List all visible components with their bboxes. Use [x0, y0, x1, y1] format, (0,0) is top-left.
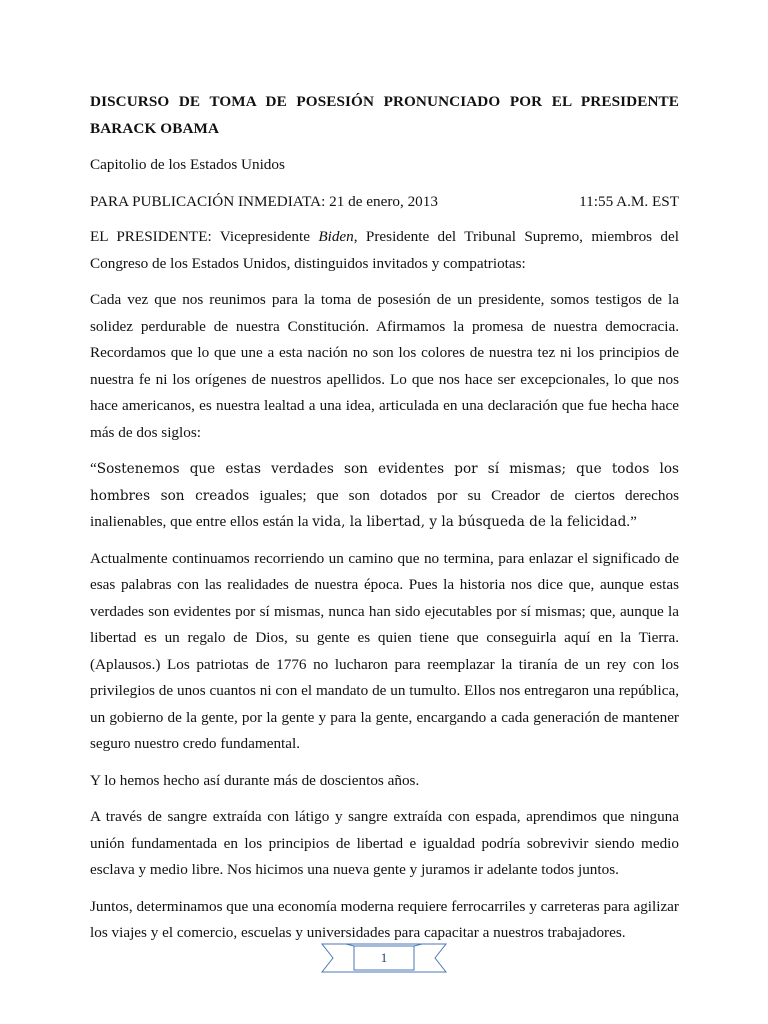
page-number: 1: [380, 950, 388, 965]
salutation-paragraph: [90, 224, 679, 277]
quote-close-mark: .”: [626, 513, 637, 530]
document-body: [90, 88, 679, 957]
publication-date: PARA PUBLICACIÓN INMEDIATA: 21 de enero, 2013: [90, 192, 438, 210]
body-paragraph-1: Cada vez que nos reunimos para la toma de posesión de un presidente, somos testigos de la solidez perdurable de nuestra Constitución. Afirmamos la promesa de nuestra democracia. Recordamos que lo que une a esta nación no son los colores de nuestra tez ni los principios de nuestra fe ni los orígenes de nuestros apellidos. Lo que nos hace ser excepcionales, lo que nos hace americanos, es nuestra lealtad a una idea, articulada en una declaración que fue hecha hace más de dos siglos:: [90, 291, 679, 441]
quote-segment-2: iguales; que son dotados por su Creador de ciertos derechos inalienables, que entre ellos están la: [90, 486, 680, 530]
publication-time: 11:55 A.M. EST: [579, 192, 679, 210]
declaration-quote: [90, 456, 679, 536]
salutation-emphasis: Biden: [318, 228, 354, 245]
body-paragraph-4: A través de sangre extraída con látigo y sangre extraída con espada, aprendimos que ninguna unión fundamentada en los principios de libertad e igualdad podría sobrevivir siendo medio esclava y medio libre. Nos hicimos una nueva gente y juramos ir adelante todos juntos.: [90, 808, 679, 878]
salutation-continuation: , Presidente del Tribunal Supremo, miembros del Congreso de los Estados Unidos, distinguidos invitados y compatriotas:: [90, 228, 679, 272]
document-title: DISCURSO DE TOMA DE POSESIÓN PRONUNCIADO POR EL PRESIDENTE BARACK OBAMA: [90, 93, 679, 137]
body-paragraph-3: Y lo hemos hecho así durante más de doscientos años.: [90, 771, 420, 789]
page-number-ribbon: [320, 940, 448, 976]
document-subtitle: Capitolio de los Estados Unidos: [90, 156, 285, 173]
body-paragraph-2: Actualmente continuamos recorriendo un camino que no termina, para enlazar el significado de esas palabras con las realidades de nuestra época. Pues la historia nos dice que, aunque estas verdades son evidentes por sí mismas, nunca han sido ejecutables por sí mismas; que, aunque la libertad es un regalo de Dios, su gente es quien tiene que conseguirla aquí en la Tierra. (Aplausos.) Los patriotas de 1776 no lucharon para reemplazar la tiranía de un rey con los privilegios de unos cuantos ni con el mandato de un tumulto. Ellos nos entregaron una república, un gobierno de la gente, por la gente y para la gente, encargando a cada generación de mantener seguro nuestro credo fundamental.: [90, 549, 679, 752]
publication-line: [90, 189, 679, 216]
body-paragraph-5: Juntos, determinamos que una economía moderna requiere ferrocarriles y carreteras para agilizar los viajes y el comercio, escuelas y universidades para capacitar a nuestros trabajadores.: [90, 897, 679, 941]
salutation-text: EL PRESIDENTE: Vicepresidente: [90, 228, 319, 245]
quote-open-mark: “: [90, 460, 97, 477]
quote-segment-1: Sostenemos que estas verdades son evidentes por sí mismas; que todos los hombres son creados: [90, 461, 679, 504]
quote-segment-3: vida, la libertad, y la búsqueda de la felicidad: [312, 514, 627, 530]
